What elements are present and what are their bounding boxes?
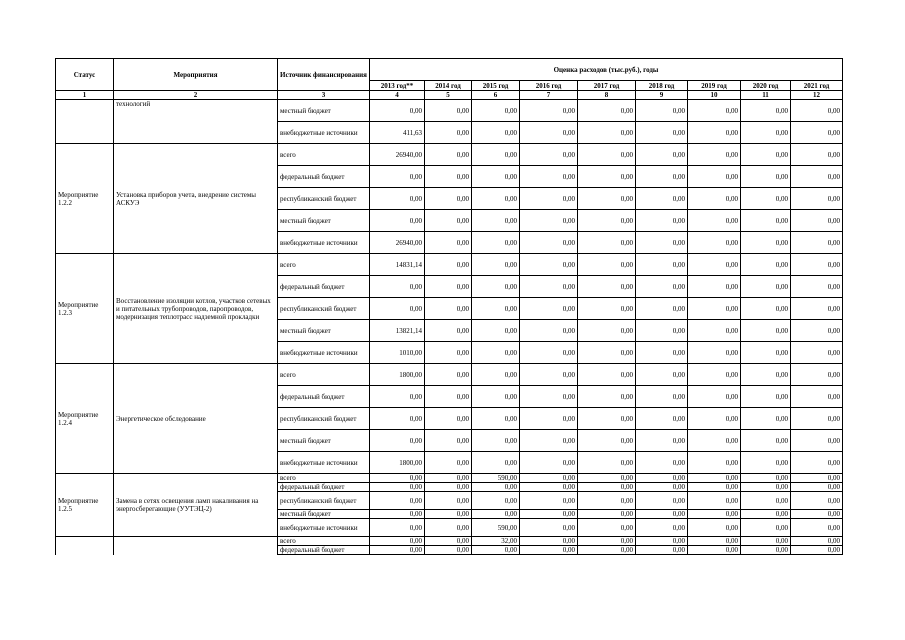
value-cell: 0,00 xyxy=(578,510,636,519)
source-cell: внебюджетные источники xyxy=(278,232,370,254)
value-cell: 0,00 xyxy=(578,144,636,166)
value-cell: 0,00 xyxy=(425,452,472,474)
value-cell: 590,00 xyxy=(472,519,520,537)
value-cell: 0,00 xyxy=(425,210,472,232)
value-cell: 14831,14 xyxy=(370,254,425,276)
table-row xyxy=(56,537,843,546)
value-cell: 0,00 xyxy=(370,408,425,430)
value-cell: 0,00 xyxy=(425,537,472,546)
value-cell: 0,00 xyxy=(688,386,741,408)
value-cell: 0,00 xyxy=(688,254,741,276)
source-cell: местный бюджет xyxy=(278,510,370,519)
source-cell: всего xyxy=(278,474,370,483)
status-cell xyxy=(56,100,114,144)
value-cell: 1010,00 xyxy=(370,342,425,364)
value-cell: 0,00 xyxy=(636,452,688,474)
source-cell: внебюджетные источники xyxy=(278,452,370,474)
value-cell: 0,00 xyxy=(370,166,425,188)
value-cell: 0,00 xyxy=(578,166,636,188)
value-cell: 0,00 xyxy=(741,210,791,232)
value-cell: 0,00 xyxy=(472,430,520,452)
value-cell: 0,00 xyxy=(520,364,578,386)
value-cell: 0,00 xyxy=(636,232,688,254)
value-cell: 0,00 xyxy=(741,386,791,408)
value-cell: 0,00 xyxy=(791,122,843,144)
source-cell: местный бюджет xyxy=(278,320,370,342)
header-year: 2020 год xyxy=(741,81,791,91)
header-year: 2013 год** xyxy=(370,81,425,91)
value-cell: 0,00 xyxy=(472,122,520,144)
value-cell: 0,00 xyxy=(578,546,636,555)
header-year: 2016 год xyxy=(520,81,578,91)
value-cell: 0,00 xyxy=(791,100,843,122)
value-cell: 0,00 xyxy=(370,210,425,232)
table-row xyxy=(56,100,843,122)
value-cell: 0,00 xyxy=(791,492,843,510)
value-cell: 0,00 xyxy=(741,122,791,144)
value-cell: 0,00 xyxy=(425,100,472,122)
value-cell: 0,00 xyxy=(578,537,636,546)
value-cell: 0,00 xyxy=(520,408,578,430)
value-cell: 0,00 xyxy=(520,100,578,122)
value-cell: 0,00 xyxy=(472,342,520,364)
value-cell: 0,00 xyxy=(791,483,843,492)
value-cell: 0,00 xyxy=(425,364,472,386)
value-cell: 0,00 xyxy=(688,430,741,452)
value-cell: 0,00 xyxy=(741,188,791,210)
value-cell: 0,00 xyxy=(791,210,843,232)
value-cell: 0,00 xyxy=(741,100,791,122)
value-cell: 0,00 xyxy=(472,492,520,510)
header-year: 2017 год xyxy=(578,81,636,91)
value-cell: 0,00 xyxy=(636,408,688,430)
value-cell: 0,00 xyxy=(370,430,425,452)
value-cell: 0,00 xyxy=(578,492,636,510)
measure-cell: Восстановление изоляции котлов, участков сетевых и питательных трубопроводов, паропроводов, модернизация теплотрасс надземной прокладки xyxy=(114,254,278,364)
value-cell: 0,00 xyxy=(688,100,741,122)
value-cell: 0,00 xyxy=(578,519,636,537)
value-cell: 0,00 xyxy=(578,122,636,144)
value-cell: 0,00 xyxy=(578,100,636,122)
header-year: 2014 год xyxy=(425,81,472,91)
column-number: 7 xyxy=(520,91,578,100)
value-cell: 0,00 xyxy=(741,452,791,474)
value-cell: 0,00 xyxy=(791,144,843,166)
source-cell: республиканский бюджет xyxy=(278,188,370,210)
value-cell: 0,00 xyxy=(636,210,688,232)
value-cell: 0,00 xyxy=(741,408,791,430)
measure-cell: Замена в сетях освещения ламп накаливания на энергосберегающие (УУТЭЦ-2) xyxy=(114,474,278,537)
value-cell: 0,00 xyxy=(520,166,578,188)
value-cell: 0,00 xyxy=(636,483,688,492)
value-cell: 0,00 xyxy=(741,510,791,519)
value-cell: 0,00 xyxy=(741,519,791,537)
value-cell: 0,00 xyxy=(520,188,578,210)
value-cell: 0,00 xyxy=(741,342,791,364)
header-estimate: Оценка расходов (тыс.руб.), годы xyxy=(370,59,843,81)
value-cell: 0,00 xyxy=(472,386,520,408)
value-cell: 0,00 xyxy=(791,254,843,276)
value-cell: 0,00 xyxy=(578,254,636,276)
value-cell: 0,00 xyxy=(425,232,472,254)
source-cell: федеральный бюджет xyxy=(278,386,370,408)
value-cell: 0,00 xyxy=(688,483,741,492)
value-cell: 0,00 xyxy=(578,232,636,254)
value-cell: 0,00 xyxy=(791,408,843,430)
value-cell: 0,00 xyxy=(688,144,741,166)
status-cell: Мероприятие 1.2.3 xyxy=(56,254,114,364)
value-cell: 0,00 xyxy=(472,188,520,210)
value-cell: 0,00 xyxy=(741,276,791,298)
value-cell: 0,00 xyxy=(636,546,688,555)
value-cell: 0,00 xyxy=(425,492,472,510)
value-cell: 0,00 xyxy=(520,298,578,320)
value-cell: 0,00 xyxy=(370,546,425,555)
value-cell: 0,00 xyxy=(425,474,472,483)
source-cell: всего xyxy=(278,537,370,546)
value-cell: 0,00 xyxy=(741,364,791,386)
value-cell: 0,00 xyxy=(578,408,636,430)
value-cell: 0,00 xyxy=(472,510,520,519)
value-cell: 0,00 xyxy=(741,320,791,342)
column-number: 8 xyxy=(578,91,636,100)
value-cell: 0,00 xyxy=(688,342,741,364)
value-cell: 0,00 xyxy=(520,144,578,166)
value-cell: 0,00 xyxy=(791,386,843,408)
value-cell: 0,00 xyxy=(520,320,578,342)
value-cell: 0,00 xyxy=(472,166,520,188)
value-cell: 0,00 xyxy=(636,364,688,386)
source-cell: внебюджетные источники xyxy=(278,519,370,537)
value-cell: 0,00 xyxy=(370,276,425,298)
value-cell: 0,00 xyxy=(636,519,688,537)
header-year: 2018 год xyxy=(636,81,688,91)
value-cell: 0,00 xyxy=(370,537,425,546)
value-cell: 0,00 xyxy=(425,276,472,298)
column-number: 9 xyxy=(636,91,688,100)
value-cell: 0,00 xyxy=(636,342,688,364)
source-cell: республиканский бюджет xyxy=(278,408,370,430)
value-cell: 0,00 xyxy=(741,492,791,510)
value-cell: 0,00 xyxy=(636,386,688,408)
budget-table xyxy=(55,58,843,555)
source-cell: всего xyxy=(278,144,370,166)
value-cell: 0,00 xyxy=(370,100,425,122)
column-number: 6 xyxy=(472,91,520,100)
column-number: 5 xyxy=(425,91,472,100)
value-cell: 0,00 xyxy=(688,519,741,537)
value-cell: 0,00 xyxy=(578,430,636,452)
value-cell: 0,00 xyxy=(578,298,636,320)
value-cell: 0,00 xyxy=(688,166,741,188)
source-cell: местный бюджет xyxy=(278,210,370,232)
header-status: Статус xyxy=(56,59,114,91)
table-row xyxy=(56,474,843,483)
value-cell: 0,00 xyxy=(520,276,578,298)
value-cell: 0,00 xyxy=(791,188,843,210)
value-cell: 0,00 xyxy=(791,546,843,555)
value-cell: 0,00 xyxy=(520,122,578,144)
value-cell: 0,00 xyxy=(425,166,472,188)
value-cell: 0,00 xyxy=(791,342,843,364)
value-cell: 0,00 xyxy=(791,298,843,320)
column-number: 11 xyxy=(741,91,791,100)
value-cell: 0,00 xyxy=(578,210,636,232)
header-source: Источник финансирования xyxy=(278,59,370,91)
value-cell: 0,00 xyxy=(636,100,688,122)
table-row xyxy=(56,144,843,166)
value-cell: 0,00 xyxy=(472,483,520,492)
value-cell: 0,00 xyxy=(425,546,472,555)
value-cell: 0,00 xyxy=(688,537,741,546)
value-cell: 0,00 xyxy=(425,188,472,210)
column-number: 1 xyxy=(56,91,114,100)
value-cell: 0,00 xyxy=(425,408,472,430)
value-cell: 590,00 xyxy=(472,474,520,483)
value-cell: 0,00 xyxy=(472,320,520,342)
source-cell: федеральный бюджет xyxy=(278,483,370,492)
value-cell: 0,00 xyxy=(688,188,741,210)
value-cell: 0,00 xyxy=(688,232,741,254)
value-cell: 0,00 xyxy=(578,342,636,364)
value-cell: 0,00 xyxy=(520,386,578,408)
value-cell: 0,00 xyxy=(636,298,688,320)
status-cell: Мероприятие 1.2.2 xyxy=(56,144,114,254)
value-cell: 0,00 xyxy=(636,144,688,166)
value-cell: 0,00 xyxy=(791,430,843,452)
measure-cell xyxy=(114,537,278,555)
value-cell: 0,00 xyxy=(636,510,688,519)
header-year: 2019 год xyxy=(688,81,741,91)
value-cell: 0,00 xyxy=(425,510,472,519)
source-cell: федеральный бюджет xyxy=(278,166,370,188)
header-measures: Мероприятия xyxy=(114,59,278,91)
value-cell: 0,00 xyxy=(688,546,741,555)
value-cell: 0,00 xyxy=(370,510,425,519)
value-cell: 0,00 xyxy=(636,492,688,510)
value-cell: 0,00 xyxy=(520,492,578,510)
value-cell: 0,00 xyxy=(741,232,791,254)
value-cell: 0,00 xyxy=(741,430,791,452)
value-cell: 0,00 xyxy=(370,492,425,510)
source-cell: внебюджетные источники xyxy=(278,342,370,364)
value-cell: 0,00 xyxy=(741,474,791,483)
value-cell: 1800,00 xyxy=(370,364,425,386)
value-cell: 0,00 xyxy=(520,546,578,555)
value-cell: 0,00 xyxy=(636,122,688,144)
value-cell: 0,00 xyxy=(791,364,843,386)
value-cell: 0,00 xyxy=(688,276,741,298)
value-cell: 13821,14 xyxy=(370,320,425,342)
value-cell: 0,00 xyxy=(636,537,688,546)
value-cell: 0,00 xyxy=(520,537,578,546)
value-cell: 0,00 xyxy=(472,364,520,386)
value-cell: 0,00 xyxy=(425,519,472,537)
value-cell: 0,00 xyxy=(688,298,741,320)
header-year: 2015 год xyxy=(472,81,520,91)
value-cell: 0,00 xyxy=(520,452,578,474)
value-cell: 0,00 xyxy=(425,144,472,166)
value-cell: 0,00 xyxy=(425,483,472,492)
value-cell: 0,00 xyxy=(791,452,843,474)
value-cell: 0,00 xyxy=(741,537,791,546)
value-cell: 0,00 xyxy=(520,210,578,232)
value-cell: 0,00 xyxy=(472,276,520,298)
value-cell: 0,00 xyxy=(370,474,425,483)
measure-cell: технологий xyxy=(114,100,278,144)
value-cell: 0,00 xyxy=(578,364,636,386)
value-cell: 0,00 xyxy=(578,276,636,298)
value-cell: 0,00 xyxy=(520,254,578,276)
value-cell: 0,00 xyxy=(578,188,636,210)
value-cell: 0,00 xyxy=(688,320,741,342)
value-cell: 0,00 xyxy=(741,546,791,555)
value-cell: 0,00 xyxy=(791,276,843,298)
value-cell: 0,00 xyxy=(791,510,843,519)
value-cell: 0,00 xyxy=(688,492,741,510)
value-cell: 0,00 xyxy=(425,122,472,144)
source-cell: республиканский бюджет xyxy=(278,298,370,320)
value-cell: 0,00 xyxy=(741,144,791,166)
source-cell: республиканский бюджет xyxy=(278,492,370,510)
value-cell: 0,00 xyxy=(578,483,636,492)
table-body xyxy=(56,100,843,555)
value-cell: 0,00 xyxy=(370,188,425,210)
value-cell: 0,00 xyxy=(578,474,636,483)
value-cell: 0,00 xyxy=(688,122,741,144)
status-cell: Мероприятие 1.2.5 xyxy=(56,474,114,537)
value-cell: 0,00 xyxy=(791,232,843,254)
value-cell: 0,00 xyxy=(741,166,791,188)
value-cell: 0,00 xyxy=(425,320,472,342)
value-cell: 0,00 xyxy=(688,364,741,386)
value-cell: 0,00 xyxy=(636,276,688,298)
value-cell: 1800,00 xyxy=(370,452,425,474)
value-cell: 0,00 xyxy=(472,546,520,555)
value-cell: 0,00 xyxy=(472,232,520,254)
table-header xyxy=(56,59,843,100)
value-cell: 0,00 xyxy=(578,320,636,342)
value-cell: 0,00 xyxy=(791,320,843,342)
value-cell: 0,00 xyxy=(520,474,578,483)
value-cell: 0,00 xyxy=(370,483,425,492)
value-cell: 0,00 xyxy=(425,254,472,276)
value-cell: 0,00 xyxy=(791,537,843,546)
source-cell: всего xyxy=(278,364,370,386)
value-cell: 0,00 xyxy=(425,342,472,364)
value-cell: 0,00 xyxy=(636,320,688,342)
column-number: 10 xyxy=(688,91,741,100)
value-cell: 0,00 xyxy=(688,452,741,474)
value-cell: 0,00 xyxy=(520,232,578,254)
value-cell: 26940,00 xyxy=(370,144,425,166)
value-cell: 0,00 xyxy=(636,254,688,276)
value-cell: 0,00 xyxy=(370,519,425,537)
value-cell: 0,00 xyxy=(741,298,791,320)
value-cell: 0,00 xyxy=(425,386,472,408)
status-cell: Мероприятие 1.2.4 xyxy=(56,364,114,474)
value-cell: 0,00 xyxy=(370,386,425,408)
value-cell: 0,00 xyxy=(791,474,843,483)
column-number: 12 xyxy=(791,91,843,100)
value-cell: 0,00 xyxy=(636,430,688,452)
source-cell: федеральный бюджет xyxy=(278,546,370,555)
value-cell: 0,00 xyxy=(688,210,741,232)
value-cell: 0,00 xyxy=(472,408,520,430)
column-number: 4 xyxy=(370,91,425,100)
value-cell: 0,00 xyxy=(791,166,843,188)
value-cell: 0,00 xyxy=(791,519,843,537)
value-cell: 0,00 xyxy=(636,188,688,210)
value-cell: 0,00 xyxy=(370,298,425,320)
value-cell: 0,00 xyxy=(741,483,791,492)
column-number: 3 xyxy=(278,91,370,100)
value-cell: 26940,00 xyxy=(370,232,425,254)
table-row xyxy=(56,364,843,386)
measure-cell: Установка приборов учета, внедрение системы АСКУЭ xyxy=(114,144,278,254)
header-year: 2021 год xyxy=(791,81,843,91)
value-cell: 0,00 xyxy=(472,100,520,122)
value-cell: 0,00 xyxy=(520,483,578,492)
value-cell: 32,00 xyxy=(472,537,520,546)
source-cell: федеральный бюджет xyxy=(278,276,370,298)
table-row xyxy=(56,254,843,276)
source-cell: местный бюджет xyxy=(278,100,370,122)
value-cell: 0,00 xyxy=(472,254,520,276)
value-cell: 0,00 xyxy=(578,452,636,474)
value-cell: 0,00 xyxy=(425,298,472,320)
value-cell: 0,00 xyxy=(520,510,578,519)
column-number: 2 xyxy=(114,91,278,100)
source-cell: всего xyxy=(278,254,370,276)
value-cell: 0,00 xyxy=(578,386,636,408)
value-cell: 0,00 xyxy=(472,298,520,320)
value-cell: 0,00 xyxy=(688,510,741,519)
value-cell: 0,00 xyxy=(520,430,578,452)
status-cell xyxy=(56,537,114,555)
source-cell: внебюджетные источники xyxy=(278,122,370,144)
measure-cell: Энергетическое обследование xyxy=(114,364,278,474)
value-cell: 0,00 xyxy=(741,254,791,276)
value-cell: 0,00 xyxy=(472,144,520,166)
value-cell: 411,63 xyxy=(370,122,425,144)
value-cell: 0,00 xyxy=(425,430,472,452)
value-cell: 0,00 xyxy=(688,408,741,430)
value-cell: 0,00 xyxy=(520,342,578,364)
value-cell: 0,00 xyxy=(688,474,741,483)
value-cell: 0,00 xyxy=(472,210,520,232)
value-cell: 0,00 xyxy=(636,474,688,483)
value-cell: 0,00 xyxy=(636,166,688,188)
value-cell: 0,00 xyxy=(472,452,520,474)
value-cell: 0,00 xyxy=(520,519,578,537)
source-cell: местный бюджет xyxy=(278,430,370,452)
